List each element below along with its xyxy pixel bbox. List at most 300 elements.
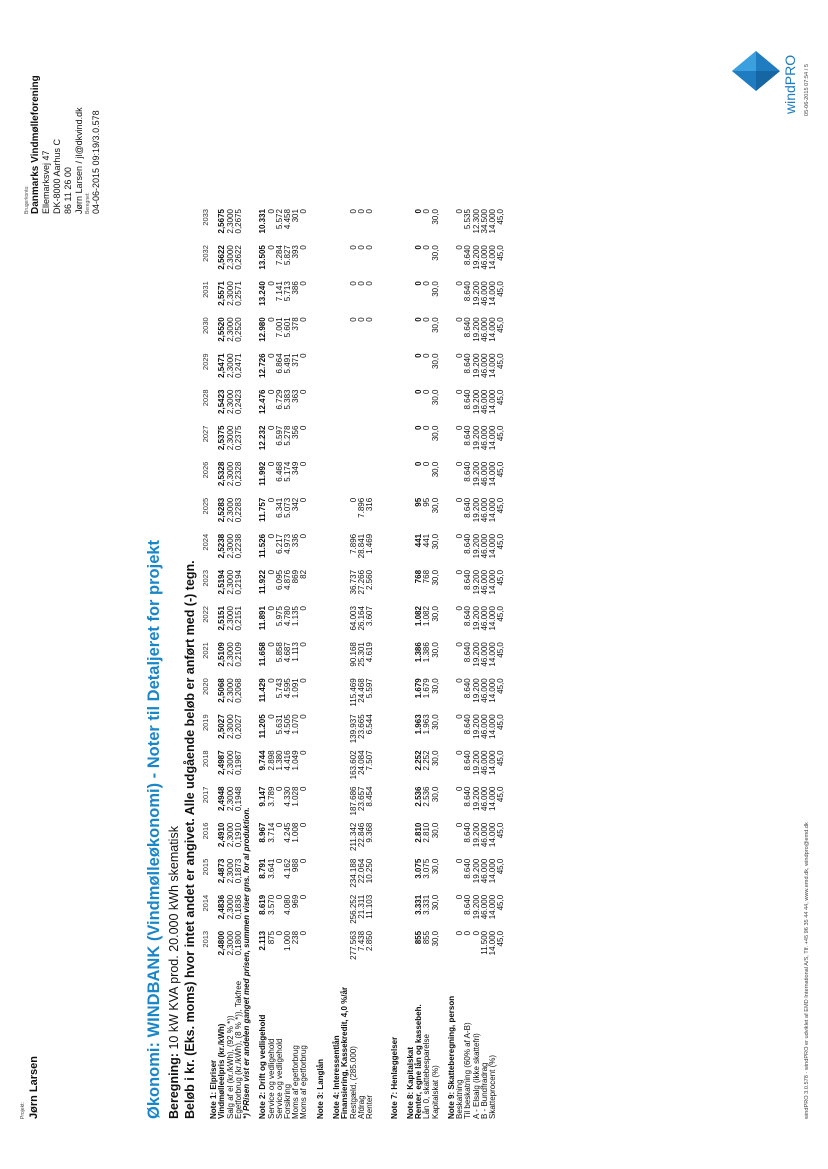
table-cell <box>325 714 333 750</box>
table-cell <box>440 570 448 606</box>
table-cell: 45,0 <box>496 461 506 478</box>
table-cell: 4.245 <box>283 822 293 843</box>
table-cell <box>391 750 399 786</box>
owner-block <box>30 4 102 214</box>
table-cell <box>391 642 399 678</box>
table-cell: 19.200 <box>471 642 481 667</box>
table-cell: 8.640 <box>463 281 473 302</box>
table-cell <box>358 390 366 426</box>
note-row <box>407 209 415 1119</box>
table-cell <box>309 570 317 606</box>
table-cell: 14.000 <box>488 461 497 487</box>
table-cell: 1.386 <box>422 642 432 663</box>
table-cell <box>440 426 448 462</box>
table-cell <box>309 353 317 389</box>
table-cell: 0 <box>422 353 432 358</box>
table-cell: 0 <box>299 461 309 467</box>
row-label: Kapitalskat (%) <box>430 1065 440 1119</box>
project-name: Jørn Larsen <box>28 1056 40 1119</box>
table-cell: 0,2622 <box>233 245 243 270</box>
table-cell <box>391 390 399 426</box>
page-title: Økonomi: WINDBANK (Vindmølleøkonomi) - Noter til Detaljeret for projekt <box>145 539 163 1119</box>
table-cell: 45,0 <box>496 822 506 839</box>
table-cell: 211.342 <box>348 822 358 851</box>
table-cell: 0 <box>299 930 309 936</box>
row-label <box>497 967 505 1119</box>
table-cell: 1.008 <box>291 822 301 843</box>
table-cell <box>391 570 399 606</box>
table-cell: 7.896 <box>356 497 366 518</box>
table-cell <box>440 209 448 245</box>
table-cell: 11.757 <box>258 497 268 522</box>
table-cell: 45,0 <box>496 497 506 514</box>
table-cell: 2,3000 <box>225 281 235 306</box>
table-cell: 21.311 <box>356 894 366 919</box>
table-cell <box>317 534 325 570</box>
table-cell: 27.266 <box>356 569 366 595</box>
row-label: Beskatning <box>455 1079 465 1119</box>
table-cell <box>399 931 407 967</box>
table-cell: 0 <box>266 389 276 394</box>
table-cell <box>325 823 333 859</box>
table-cell: 0 <box>414 317 424 322</box>
table-cell: 8.791 <box>258 858 268 879</box>
table-cell <box>374 570 382 606</box>
project-label: Projekt: <box>20 1102 26 1119</box>
table-cell: 8.640 <box>463 317 473 338</box>
table-cell <box>309 823 317 859</box>
table-cell <box>382 606 390 642</box>
table-cell: 14.000 <box>488 317 497 342</box>
table-cell: 0,1800 <box>233 930 243 956</box>
table-cell: 46.000 <box>479 389 489 414</box>
table-cell: 14.000 <box>488 353 497 378</box>
row-label: Note 1: Elpriser <box>209 1059 219 1119</box>
table-cell <box>399 859 407 895</box>
table-cell: 12.232 <box>258 425 268 451</box>
table-cell: 45,0 <box>496 714 506 730</box>
table-cell: 2,3000 <box>225 245 235 270</box>
table-cell: 0,2423 <box>233 389 243 414</box>
table-cell: 2.810 <box>422 822 432 843</box>
table-cell: 2,4948 <box>217 786 227 811</box>
spacer-row <box>309 209 317 1119</box>
table-cell <box>399 570 407 606</box>
table-cell <box>448 426 456 462</box>
table-cell: 0 <box>422 245 432 250</box>
table-cell: 8.640 <box>463 822 473 843</box>
table-cell: 316 <box>365 497 375 512</box>
table-cell: 30,0 <box>430 281 440 297</box>
table-cell <box>333 823 341 859</box>
table-cell <box>374 931 382 967</box>
table-cell: 2,5283 <box>217 497 227 523</box>
table-cell: 1.091 <box>291 678 301 699</box>
row-label: Moms af egetforbrug <box>299 1045 309 1119</box>
table-cell <box>325 317 333 353</box>
table-cell <box>317 750 325 786</box>
table-cell <box>317 895 325 931</box>
table-cell: 8.640 <box>463 245 473 266</box>
table-row <box>497 209 505 1119</box>
table-cell: 1.386 <box>414 642 424 663</box>
spacer-row <box>440 209 448 1119</box>
table-cell <box>382 426 390 462</box>
table-cell <box>333 859 341 895</box>
table-cell: 0 <box>365 245 375 250</box>
row-label: Service og vedligehold <box>266 1038 276 1119</box>
table-cell <box>341 353 349 389</box>
table-cell: 2,3000 <box>225 714 235 739</box>
table-cell: 0,2068 <box>233 678 243 703</box>
table-cell: 441 <box>422 533 432 548</box>
row-label: Restgæld, (285.000) <box>348 1046 358 1119</box>
table-cell: 28.841 <box>356 533 366 559</box>
table-cell: 46.000 <box>479 678 489 703</box>
table-cell <box>325 209 333 245</box>
table-cell: 4.619 <box>365 642 375 663</box>
year-header: 2017 <box>201 786 210 804</box>
table-cell: 2,5238 <box>217 533 227 559</box>
table-cell: 46.000 <box>479 822 489 848</box>
table-cell: 1.679 <box>414 678 424 699</box>
table-cell <box>309 714 317 750</box>
table-cell <box>382 787 390 823</box>
table-cell <box>440 642 448 678</box>
table-cell: 2,3000 <box>225 858 235 884</box>
table-cell: 0 <box>414 209 424 214</box>
table-cell <box>407 390 415 426</box>
table-cell <box>341 245 349 281</box>
table-cell: 14.000 <box>488 858 497 884</box>
table-cell <box>309 642 317 678</box>
table-cell: 90.168 <box>348 642 358 667</box>
table-cell: 1.000 <box>283 930 293 951</box>
table-cell: 30,0 <box>430 245 440 261</box>
row-label: Note 2: Drift og vedligehold <box>258 1014 268 1119</box>
table-cell <box>374 606 382 642</box>
table-cell <box>382 859 390 895</box>
table-cell <box>374 317 382 353</box>
table-cell <box>382 750 390 786</box>
table-cell: 8.640 <box>463 678 473 699</box>
table-cell: 0,2283 <box>233 497 243 523</box>
table-cell <box>448 281 456 317</box>
table-cell: 7.507 <box>365 750 375 771</box>
table-cell <box>407 426 415 462</box>
table-cell: 45,0 <box>496 353 506 369</box>
table-cell <box>374 534 382 570</box>
table-cell <box>391 859 399 895</box>
table-cell <box>399 750 407 786</box>
table-cell: 30,0 <box>430 425 440 442</box>
table-cell <box>317 642 325 678</box>
table-cell <box>325 498 333 534</box>
table-cell: 0,1836 <box>233 894 243 920</box>
table-cell: 0 <box>455 497 465 503</box>
row-label: Vindmølleelpris (kr./kWh) <box>217 1023 227 1119</box>
table-cell <box>325 245 333 281</box>
table-cell: 2,3000 <box>225 533 235 559</box>
table-cell <box>440 390 448 426</box>
table-cell: 19.200 <box>471 245 481 270</box>
table-cell: 0 <box>455 894 465 900</box>
table-cell: 768 <box>414 569 424 584</box>
table-cell: 11.429 <box>258 678 268 703</box>
owner-title: Danmarks Vindmølleforening <box>30 75 41 214</box>
table-cell: 0 <box>455 678 465 683</box>
table-cell: 0 <box>299 714 309 719</box>
table-cell: 2.898 <box>266 750 276 771</box>
table-cell: 2,5068 <box>217 678 227 703</box>
table-cell <box>391 209 399 245</box>
table-cell <box>333 606 341 642</box>
table-cell: 0 <box>414 461 424 467</box>
year-header: 2025 <box>201 497 210 515</box>
table-cell: 30,0 <box>430 786 440 803</box>
year-header: 2021 <box>201 642 210 659</box>
table-cell <box>382 245 390 281</box>
table-cell: 45,0 <box>496 786 506 803</box>
table-cell: 5.572 <box>274 209 284 230</box>
table-row <box>243 209 251 1119</box>
table-cell <box>317 498 325 534</box>
table-cell: 2,3000 <box>225 678 235 703</box>
table-cell <box>333 931 341 967</box>
table-cell: 19.200 <box>471 714 481 739</box>
table-cell: 7.438 <box>356 930 366 951</box>
table-cell: 46.000 <box>479 533 489 559</box>
table-cell: 4.876 <box>283 569 293 590</box>
row-label: Finansiering, Kassekredit, 4,0 %/år <box>340 986 350 1119</box>
table-cell <box>440 678 448 714</box>
table-cell <box>440 787 448 823</box>
table-cell <box>309 606 317 642</box>
table-cell: 2,5328 <box>217 461 227 487</box>
table-cell: 19.200 <box>471 461 481 487</box>
table-cell: 14.000 <box>488 714 497 739</box>
table-cell: 2,3000 <box>225 317 235 342</box>
table-cell <box>317 570 325 606</box>
table-cell <box>317 245 325 281</box>
table-cell: 2,4873 <box>217 858 227 884</box>
table-cell: 238 <box>291 930 301 945</box>
table-cell <box>382 895 390 931</box>
table-cell <box>309 931 317 967</box>
table-cell: 0 <box>266 317 276 322</box>
table-cell <box>309 281 317 317</box>
table-cell: 24.468 <box>356 678 366 703</box>
table-cell: 24.084 <box>356 750 366 775</box>
table-cell <box>350 353 358 389</box>
table-cell <box>374 462 382 498</box>
table-cell: 7.284 <box>274 245 284 266</box>
table-cell <box>325 570 333 606</box>
table-cell <box>333 895 341 931</box>
table-cell: 30,0 <box>430 353 440 369</box>
table-cell: 6.341 <box>274 497 284 518</box>
table-cell <box>448 714 456 750</box>
spacer-row <box>382 209 390 1119</box>
table-cell <box>407 462 415 498</box>
table-cell <box>391 245 399 281</box>
table-cell: 45,0 <box>496 317 506 333</box>
table-cell: 336 <box>291 533 301 548</box>
table-cell <box>325 895 333 931</box>
table-cell <box>382 714 390 750</box>
table-cell: 8.640 <box>463 461 473 482</box>
note-row <box>333 209 341 1119</box>
table-cell: 19.200 <box>471 281 481 306</box>
table-cell: 8.640 <box>463 894 473 915</box>
table-cell: 0 <box>455 569 465 575</box>
table-cell: 19.200 <box>471 822 481 848</box>
table-cell: 8.640 <box>463 569 473 590</box>
table-cell: 1.963 <box>422 714 432 735</box>
table-cell: 4.330 <box>283 786 293 807</box>
table-cell: 8.640 <box>463 497 473 518</box>
table-cell: 0,2151 <box>233 606 243 631</box>
row-label: Forsikring <box>283 1083 293 1119</box>
table-cell <box>382 462 390 498</box>
row-label: Note 4: Interessentlån <box>332 1035 342 1119</box>
table-cell <box>448 317 456 353</box>
row-label: Moms af egetforbrug <box>291 1045 301 1119</box>
table-cell: 30,0 <box>430 569 440 586</box>
table-cell: 46.000 <box>479 425 489 451</box>
table-cell <box>333 353 341 389</box>
table-cell <box>382 281 390 317</box>
table-cell <box>382 534 390 570</box>
table-cell <box>317 606 325 642</box>
table-cell <box>440 281 448 317</box>
table-cell <box>382 678 390 714</box>
table-cell <box>391 426 399 462</box>
table-cell: 0 <box>266 461 276 467</box>
table-cell <box>325 353 333 389</box>
spacer-row <box>399 209 407 1119</box>
table-cell: 1.135 <box>291 606 301 627</box>
table-cell: 12.980 <box>258 317 268 342</box>
table-cell: 0 <box>299 894 309 900</box>
table-cell: 8.640 <box>463 353 473 374</box>
table-cell <box>325 534 333 570</box>
table-row <box>366 209 374 1119</box>
table-cell: 14.000 <box>488 678 497 703</box>
row-label: Renter <box>365 1094 375 1119</box>
table-cell <box>333 462 341 498</box>
table-cell: 1.469 <box>365 533 375 554</box>
table-cell <box>325 462 333 498</box>
table-cell: 45,0 <box>496 642 506 658</box>
table-cell: 3.570 <box>266 894 276 915</box>
table-cell: 14.000 <box>488 497 497 523</box>
table-cell <box>325 281 333 317</box>
table-cell <box>440 462 448 498</box>
windpro-logo-text: windPRO <box>782 54 798 114</box>
table-row <box>489 209 497 1119</box>
table-row <box>268 209 276 1119</box>
table-cell <box>399 353 407 389</box>
note-row <box>317 209 325 1119</box>
table-cell: 0 <box>299 389 309 394</box>
table-cell: 19.200 <box>471 606 481 631</box>
table-cell: 46.000 <box>479 786 489 811</box>
note-row <box>448 209 456 1119</box>
table-cell: 2,5375 <box>217 425 227 451</box>
table-cell: 30,0 <box>430 461 440 478</box>
table-cell <box>350 390 358 426</box>
table-cell <box>309 750 317 786</box>
table-cell: 342 <box>291 497 301 512</box>
table-cell: 45,0 <box>496 569 506 586</box>
table-cell: 3.789 <box>266 786 276 807</box>
table-cell <box>374 787 382 823</box>
table-cell <box>366 353 374 389</box>
table-cell <box>440 245 448 281</box>
table-cell: 0 <box>348 281 358 286</box>
table-cell: 46.000 <box>479 606 489 631</box>
table-cell <box>382 317 390 353</box>
table-cell: 46.000 <box>479 642 489 667</box>
table-cell: 14.000 <box>488 425 497 451</box>
table-cell <box>374 823 382 859</box>
table-cell <box>440 714 448 750</box>
table-cell: 0 <box>299 353 309 358</box>
table-cell: 2,5622 <box>217 245 227 270</box>
calc-date-label: Beregnet: <box>85 192 91 214</box>
table-cell <box>333 750 341 786</box>
windpro-logo-icon <box>728 43 784 99</box>
table-cell <box>309 787 317 823</box>
table-cell: 0 <box>356 245 366 250</box>
table-cell: 19.200 <box>471 569 481 595</box>
table-cell: 2,3000 <box>225 894 235 920</box>
table-cell <box>448 859 456 895</box>
table-cell <box>309 895 317 931</box>
table-cell <box>374 209 382 245</box>
table-cell <box>333 787 341 823</box>
table-cell: 11.658 <box>258 642 268 667</box>
table-cell: 2,3000 <box>225 822 235 848</box>
table-cell <box>317 823 325 859</box>
table-cell: 0 <box>299 497 309 503</box>
year-header: 2030 <box>201 317 210 334</box>
table-cell: 0 <box>299 317 309 322</box>
table-cell <box>382 390 390 426</box>
table-cell: 0 <box>365 281 375 286</box>
table-cell <box>309 859 317 895</box>
table-cell: 0 <box>422 209 432 214</box>
table-cell: 11.205 <box>258 714 268 739</box>
table-cell: 46.000 <box>479 894 489 920</box>
table-cell: 14.000 <box>488 642 497 667</box>
year-header: 2018 <box>201 750 210 768</box>
table-cell: 2.810 <box>414 822 424 843</box>
table-cell <box>407 317 415 353</box>
table-cell: 14.000 <box>488 606 497 631</box>
owner-line: DK-8000 Aarhus C <box>52 138 62 214</box>
table-row <box>284 209 292 1119</box>
table-cell: 19.200 <box>471 786 481 811</box>
amounts-note: Beløb i kr. (Eks. moms) hvor intet andet er angivet. Alle udgående beløb er anført med (-) tegn. <box>183 560 197 1119</box>
table-cell: 6.095 <box>274 569 284 590</box>
table-cell <box>333 714 341 750</box>
table-cell: 115.469 <box>348 678 358 707</box>
table-cell: 0 <box>455 461 465 467</box>
table-cell: 23.665 <box>356 714 366 739</box>
year-header: 2016 <box>201 822 210 840</box>
